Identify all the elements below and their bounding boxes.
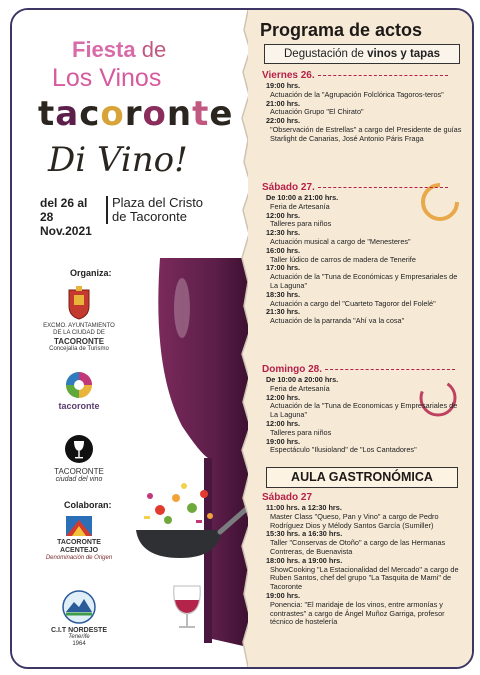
wine-region-icon <box>66 516 92 536</box>
mountain-seal-icon <box>62 590 96 624</box>
day-heading-aula-sabado: Sábado 27 <box>262 492 313 503</box>
brand-letter: t <box>192 94 210 134</box>
colorful-swirl-icon <box>62 370 96 400</box>
brand-letter: c <box>79 94 101 134</box>
day-heading-domingo: Domingo 28. <box>262 364 455 375</box>
program-subtitle: Degustación de vinos y tapas <box>264 44 460 64</box>
cit-nordeste-logo: C.I.T NORDESTE Tenerife 1964 <box>34 590 124 648</box>
event-place: Plaza del Cristo de Tacoronte <box>112 195 204 224</box>
tacoronte-tourism-logo: tacoronte <box>34 370 124 410</box>
colaboran-label: Colaboran: <box>64 500 112 510</box>
brand-letter: n <box>166 94 193 134</box>
organiza-label: Organiza: <box>70 268 112 278</box>
brand-letter: o <box>142 94 167 134</box>
schedule-viernes: 19:00 hrs. Actuación de la "Agrupación Folclórica Tagoros-teros" 21:00 hrs. Actuación Grupo "El Chirato" 22:00 hrs. "Observación de Estrellas" a cargo del Presidente de guías Starlight de Canarias, José Antonio Páris Fraga <box>266 81 462 143</box>
date-range: del 26 al 28 Nov.2021 <box>40 196 92 238</box>
brand-letter: t <box>38 94 56 134</box>
date-separator <box>106 196 108 224</box>
schedule-domingo: De 10:00 a 20:00 hrs. Feria de Artesanía 12:00 hrs. Actuación de la "Tuna de Economicas y Empresariales de La Laguna" 12:00 hrs. Talleres para niños 19:00 hrs. Espectáculo "Ilusioland" de "Los Cantadores" <box>266 375 458 455</box>
coat-of-arms-icon <box>66 286 92 320</box>
ayuntamiento-logo: EXCMO. AYUNTAMIENTO DE LA CIUDAD DE TACORONTE Concejalía de Turismo <box>34 286 124 353</box>
ciudad-del-vino-logo: TACORONTE ciudad del vino <box>34 434 124 483</box>
di-vino-script: Di Vino! <box>48 140 188 180</box>
program-title: Programa de actos <box>260 20 423 40</box>
tacoronte-acentejo-logo: TACORONTE ACENTEJO Denominación de Origen <box>34 516 124 562</box>
poster-frame <box>10 8 474 669</box>
brand-letter: r <box>124 94 143 134</box>
brand-letter: a <box>55 94 80 134</box>
schedule-sabado: De 10:00 a 21:00 hrs. Feria de Artesanía 12:00 hrs. Talleres para niños 12:30 hrs. Actuación musical a cargo de "Menesteres" 16:00 hrs. Taller lúdico de carros de madera de Tenerife 17:00 hrs. Actuación de la "Tuna de Económicas y Empresariales de La Laguna" 18:30 hrs. Actuación a cargo del "Cuarteto Tagoror del Folelé" 21:30 hrs. Actuación de la parranda "Ahí va la cosa" <box>266 193 458 326</box>
title-fiesta: Fiesta de <box>72 37 167 62</box>
wine-glass-badge-icon <box>64 434 94 464</box>
title-los-vinos: Los Vinos <box>52 64 162 92</box>
day-heading-viernes: Viernes 26. <box>262 70 448 81</box>
brand-letter: o <box>100 94 125 134</box>
wine-glass-icon <box>162 582 212 632</box>
program-panel <box>248 10 472 667</box>
left-panel <box>12 10 244 667</box>
schedule-aula: 11:00 hrs. a 12:30 hrs. Master Class "Queso, Pan y Vino" a cargo de Pedro Rodríguez Dios y Mélody Santos García (Sumiller) 15:30 hrs. a 16:30 hrs. Taller "Conservas de Otoño" a cargo de las Hermanas Contreras, de Buenavista 18:00 hrs. a 19:00 hrs. ShowCooking "La Estacionalidad del Mercado" a cargo de Ruben Santos, chef del grupo "La Tasquita de Mami" de Tacoronte 19:00 hrs. Ponencia: "El maridaje de los vinos, entre armonías y contrastes" a cargo de Ángel Muñoz Garriga, profesor técnico de hostelería <box>266 503 459 627</box>
tacoronte-brand-logo <box>38 94 233 134</box>
day-heading-sabado: Sábado 27. <box>262 182 448 193</box>
aula-gastronomica-banner: AULA GASTRONÓMICA <box>266 467 458 488</box>
brand-letter: e <box>209 94 234 134</box>
